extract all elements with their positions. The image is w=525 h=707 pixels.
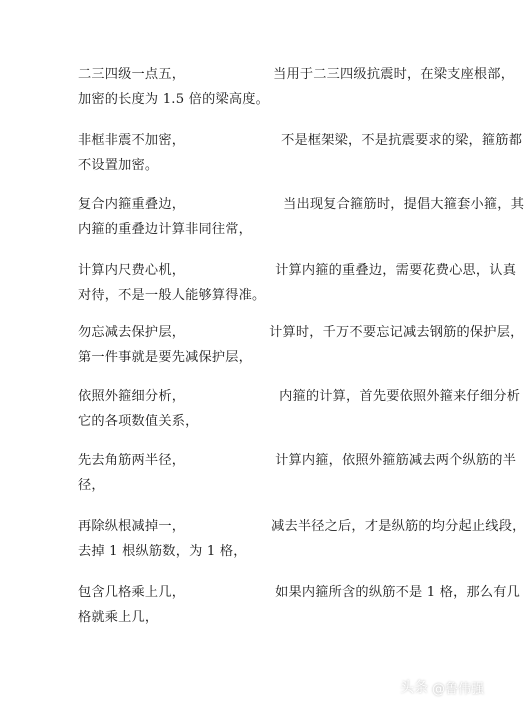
paragraph — [78, 320, 524, 370]
paragraph — [78, 580, 521, 630]
paragraph-line — [78, 153, 443, 178]
explanation-text: 当用于二三四级抗震时，在梁支座根部， — [273, 67, 515, 82]
verse-key: 再除纵根减掉一， — [78, 519, 186, 534]
paragraph-line — [78, 283, 443, 308]
paragraph-line — [78, 473, 443, 498]
verse-key: 包含几格乘上几， — [78, 585, 186, 600]
paragraph — [78, 192, 525, 242]
verse-key: 依照外箍细分析， — [78, 389, 186, 404]
verse-key: 复合内箍重叠边， — [78, 197, 186, 212]
paragraph-line — [78, 384, 521, 409]
paragraph-line — [78, 605, 443, 630]
verse-key: 勿忘减去保护层， — [78, 325, 186, 340]
paragraph — [78, 62, 515, 112]
paragraph-line — [78, 580, 521, 605]
explanation-text: 计算内箍的重叠边，需要花费心思，认真 — [275, 263, 517, 278]
paragraph-line — [78, 514, 525, 539]
explanation-text: 计算时，千万不要忘记减去钢筋的保护层， — [269, 325, 524, 340]
explanation-text: 不设置加密。 — [78, 158, 159, 173]
watermark-brand: 头条 — [399, 680, 428, 696]
paragraph — [78, 514, 525, 564]
paragraph-line — [78, 87, 443, 112]
verse-key: 非框非震不加密， — [78, 133, 186, 148]
explanation-text: 不是框架梁，不是抗震要求的梁，箍筋都 — [281, 133, 523, 148]
verse-key: 先去角筋两半径， — [78, 453, 186, 468]
paragraph-line — [78, 62, 515, 87]
paragraph-line — [78, 345, 443, 370]
paragraph-line — [78, 409, 443, 434]
explanation-text: 内箍的计算，首先要依照外箍来仔细分析 — [279, 389, 521, 404]
explanation-text: 它的各项数值关系， — [78, 414, 199, 429]
paragraph-line — [78, 192, 525, 217]
paragraph — [78, 448, 517, 498]
explanation-text: 减去半径之后，才是纵筋的均分起止线段， — [271, 519, 525, 534]
paragraph-line — [78, 128, 523, 153]
verse-key: 计算内尺费心机， — [78, 263, 186, 278]
paragraph-line — [78, 320, 524, 345]
explanation-text: 径， — [78, 478, 105, 493]
paragraph — [78, 258, 517, 308]
paragraph-line — [78, 539, 443, 564]
explanation-text: 当出现复合箍筋时，提倡大箍套小箍，其 — [283, 197, 525, 212]
watermark-author: @鲁伟强 — [431, 681, 484, 697]
explanation-text: 计算内箍，依照外箍筋减去两个纵筋的半 — [275, 453, 517, 468]
paragraph-line — [78, 448, 517, 473]
paragraph-line — [78, 258, 517, 283]
watermark — [400, 677, 484, 697]
paragraph-line — [78, 217, 443, 242]
explanation-text: 对待，不是一般人能够算得准。 — [78, 288, 266, 303]
explanation-text: 格就乘上几， — [78, 610, 159, 625]
explanation-text: 去掉 1 根纵筋数，为 1 格， — [78, 544, 247, 559]
paragraph — [78, 128, 523, 178]
explanation-text: 内箍的重叠边计算非同往常， — [78, 222, 253, 237]
paragraph — [78, 384, 521, 434]
verse-key: 二三四级一点五， — [78, 67, 186, 82]
explanation-text: 加密的长度为 1.5 倍的梁高度。 — [78, 92, 270, 107]
explanation-text: 第一件事就是要先减保护层， — [78, 350, 253, 365]
explanation-text: 如果内箍所含的纵筋不是 1 格，那么有几 — [275, 585, 521, 600]
